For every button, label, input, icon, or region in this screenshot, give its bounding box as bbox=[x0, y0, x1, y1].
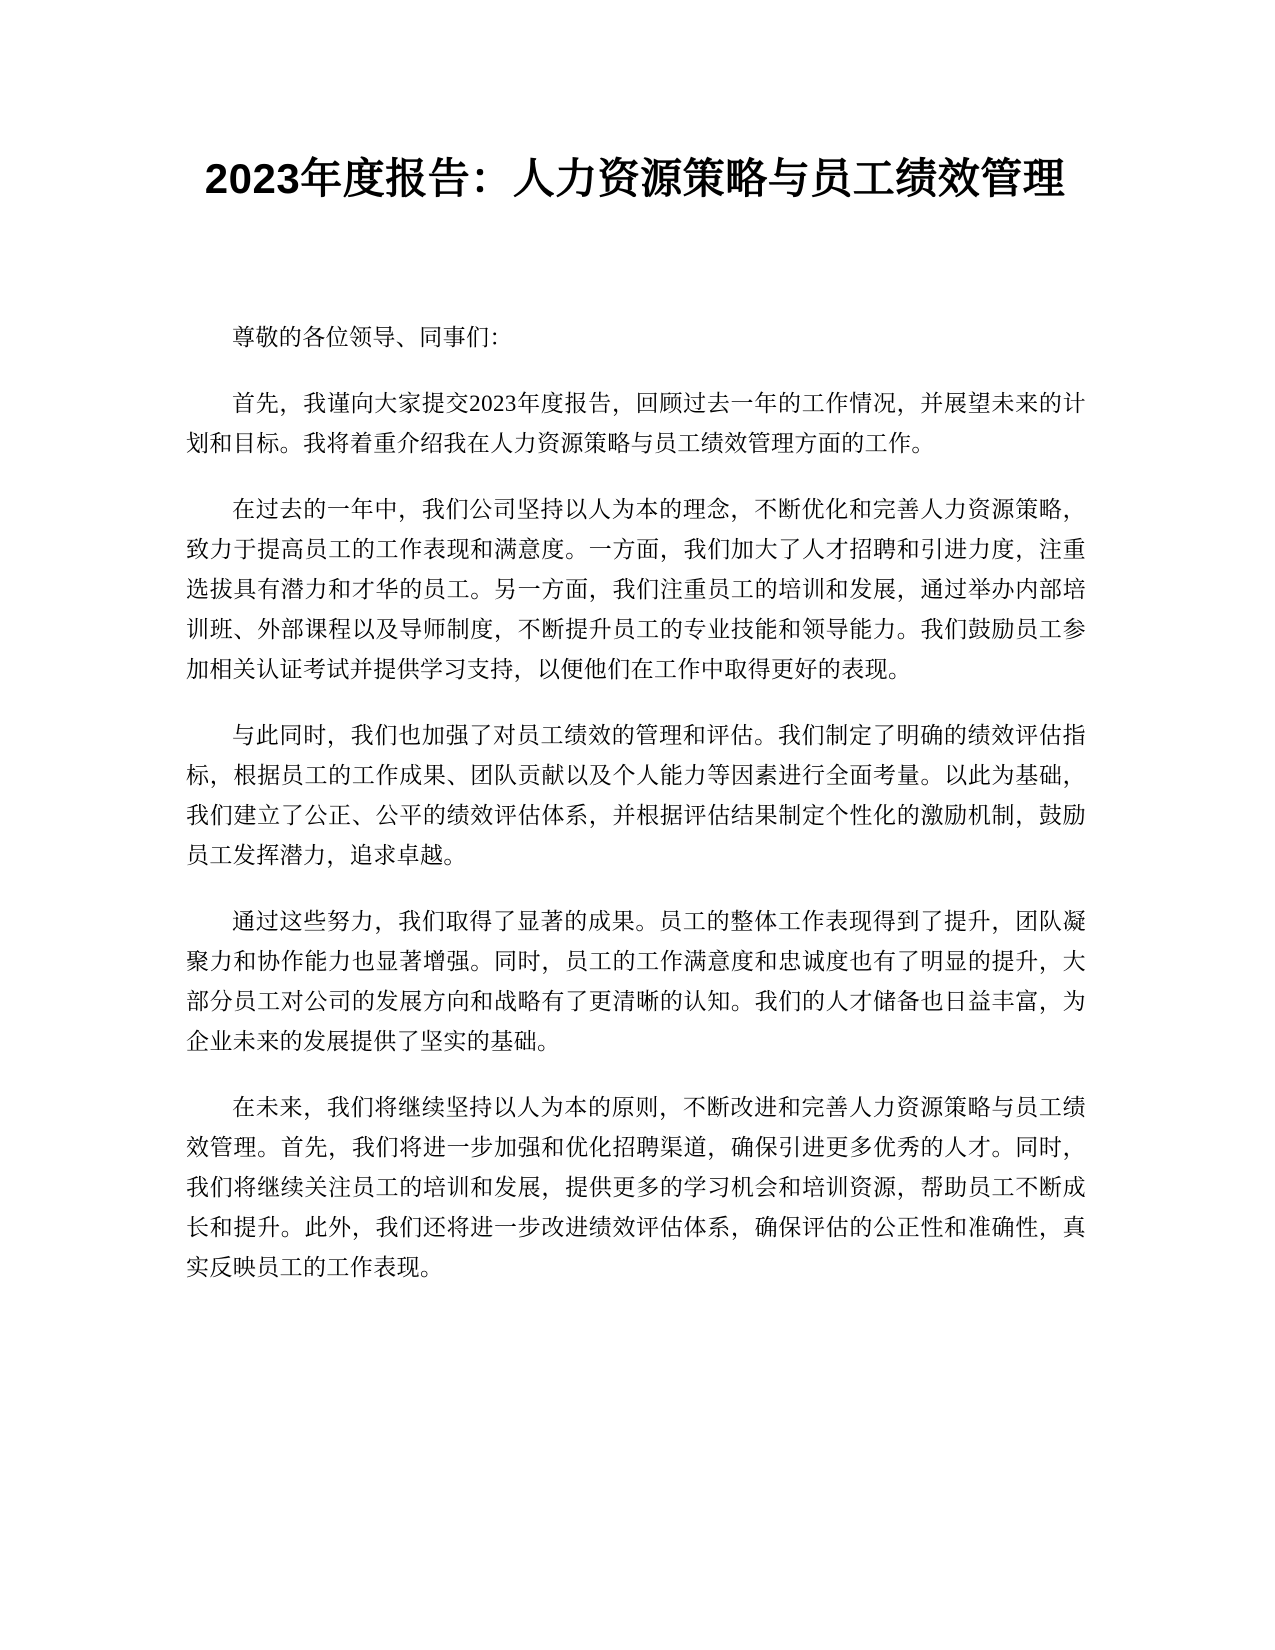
results-paragraph: 通过这些努力，我们取得了显著的成果。员工的整体工作表现得到了提升，团队凝聚力和协作能力也显著增强。同时，员工的工作满意度和忠诚度也有了明显的提升，大部分员工对公司的发展方向和战略有了更清晰的认知。我们的人才储备也日益丰富，为企业未来的发展提供了坚实的基础。 bbox=[186, 909, 1086, 1054]
document-body bbox=[186, 318, 1086, 1314]
hr-strategy-paragraph: 在过去的一年中，我们公司坚持以人为本的理念，不断优化和完善人力资源策略，致力于提高员工的工作表现和满意度。一方面，我们加大了人才招聘和引进力度，注重选拔具有潜力和才华的员工。另一方面，我们注重员工的培训和发展，通过举办内部培训班、外部课程以及导师制度，不断提升员工的专业技能和领导能力。我们鼓励员工参加相关认证考试并提供学习支持，以便他们在工作中取得更好的表现。 bbox=[186, 497, 1086, 682]
intro-paragraph: 首先，我谨向大家提交2023年度报告，回顾过去一年的工作情况，并展望未来的计划和目标。我将着重介绍我在人力资源策略与员工绩效管理方面的工作。 bbox=[186, 391, 1086, 456]
performance-management-paragraph: 与此同时，我们也加强了对员工绩效的管理和评估。我们制定了明确的绩效评估指标，根据员工的工作成果、团队贡献以及个人能力等因素进行全面考量。以此为基础，我们建立了公正、公平的绩效评估体系，并根据评估结果制定个性化的激励机制，鼓励员工发挥潜力，追求卓越。 bbox=[186, 723, 1086, 868]
document-title: 2023年度报告：人力资源策略与员工绩效管理 bbox=[204, 155, 1066, 202]
future-plans-paragraph: 在未来，我们将继续坚持以人为本的原则，不断改进和完善人力资源策略与员工绩效管理。首先，我们将进一步加强和优化招聘渠道，确保引进更多优秀的人才。同时，我们将继续关注员工的培训和发展，提供更多的学习机会和培训资源，帮助员工不断成长和提升。此外，我们还将进一步改进绩效评估体系，确保评估的公正性和准确性，真实反映员工的工作表现。 bbox=[186, 1095, 1086, 1280]
salutation-paragraph: 尊敬的各位领导、同事们： bbox=[232, 325, 513, 350]
